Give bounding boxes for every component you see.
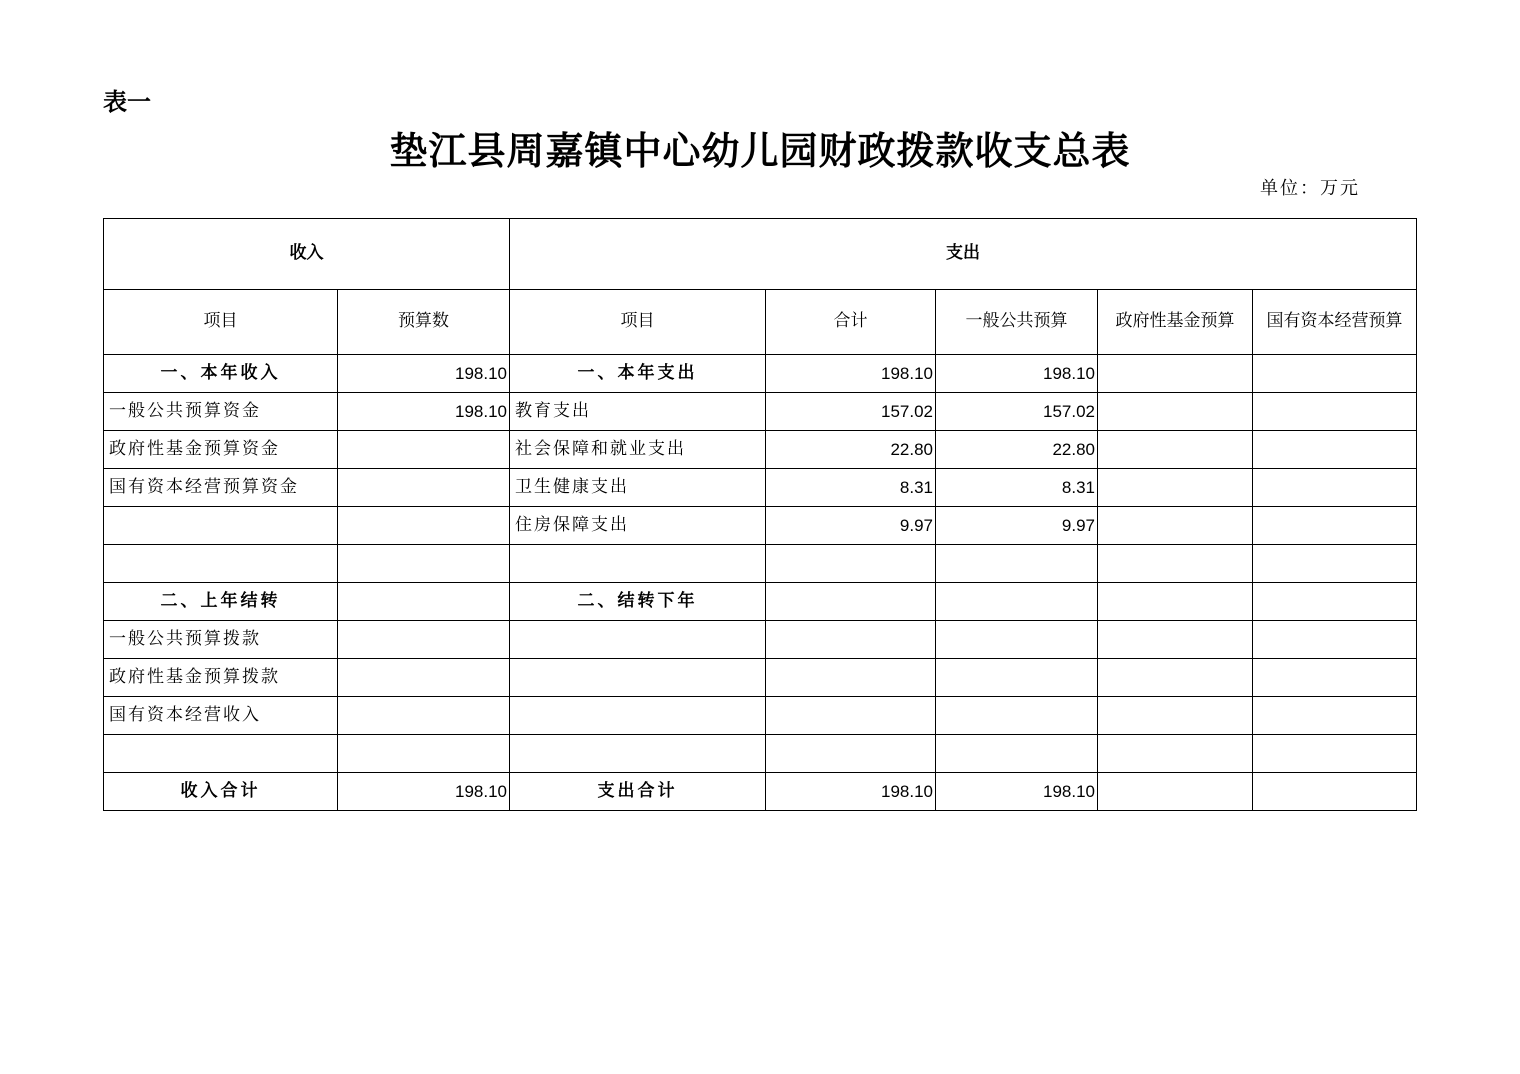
expense-item-cell: 教育支出 xyxy=(510,393,766,431)
income-budget-cell xyxy=(338,735,510,773)
gov-fund-cell xyxy=(1098,659,1253,697)
table-row xyxy=(104,355,1417,393)
gov-fund-total-value xyxy=(1098,773,1253,811)
income-budget-cell xyxy=(338,659,510,697)
gov-fund-cell xyxy=(1098,431,1253,469)
table-row xyxy=(104,469,1417,507)
table-row xyxy=(104,659,1417,697)
gov-fund-cell xyxy=(1098,621,1253,659)
general-budget-header: 一般公共预算 xyxy=(936,290,1098,355)
total-cell: 198.10 xyxy=(766,355,936,393)
income-budget-cell xyxy=(338,431,510,469)
state-capital-cell xyxy=(1253,469,1417,507)
expense-item-cell: 一、本年支出 xyxy=(510,355,766,393)
table-row xyxy=(104,583,1417,621)
general-budget-cell xyxy=(936,545,1098,583)
total-cell xyxy=(766,697,936,735)
expense-item-cell: 住房保障支出 xyxy=(510,507,766,545)
general-budget-cell xyxy=(936,659,1098,697)
table-label: 表一 xyxy=(103,88,151,116)
state-capital-cell xyxy=(1253,545,1417,583)
income-budget-cell xyxy=(338,507,510,545)
total-cell xyxy=(766,545,936,583)
income-item-cell: 国有资本经营收入 xyxy=(104,697,338,735)
total-header: 合计 xyxy=(766,290,936,355)
income-total-value: 198.10 xyxy=(338,773,510,811)
gov-fund-cell xyxy=(1098,393,1253,431)
general-budget-cell: 157.02 xyxy=(936,393,1098,431)
income-total-label: 收入合计 xyxy=(104,773,338,811)
general-budget-cell xyxy=(936,583,1098,621)
income-header: 收入 xyxy=(104,219,510,290)
state-capital-cell xyxy=(1253,507,1417,545)
general-budget-cell: 22.80 xyxy=(936,431,1098,469)
gov-fund-cell xyxy=(1098,697,1253,735)
general-budget-cell: 9.97 xyxy=(936,507,1098,545)
state-capital-budget-header: 国有资本经营预算 xyxy=(1253,290,1417,355)
table-row-total xyxy=(104,773,1417,811)
gov-fund-cell xyxy=(1098,355,1253,393)
income-item-cell: 一般公共预算拨款 xyxy=(104,621,338,659)
state-capital-total-value xyxy=(1253,773,1417,811)
income-item-cell: 国有资本经营预算资金 xyxy=(104,469,338,507)
state-capital-cell xyxy=(1253,431,1417,469)
header-row-top xyxy=(104,219,1417,290)
table-row xyxy=(104,735,1417,773)
state-capital-cell xyxy=(1253,659,1417,697)
general-budget-cell xyxy=(936,621,1098,659)
page-title: 垫江县周嘉镇中心幼儿园财政拨款收支总表 xyxy=(389,128,1131,173)
general-budget-cell: 8.31 xyxy=(936,469,1098,507)
expense-item-header: 项目 xyxy=(510,290,766,355)
expense-item-cell xyxy=(510,735,766,773)
total-cell xyxy=(766,583,936,621)
expense-header: 支出 xyxy=(510,219,1417,290)
gov-fund-cell xyxy=(1098,735,1253,773)
total-cell: 22.80 xyxy=(766,431,936,469)
total-cell: 9.97 xyxy=(766,507,936,545)
expense-item-cell: 社会保障和就业支出 xyxy=(510,431,766,469)
state-capital-cell xyxy=(1253,735,1417,773)
expense-total-label: 支出合计 xyxy=(510,773,766,811)
income-budget-cell: 198.10 xyxy=(338,355,510,393)
income-item-cell xyxy=(104,545,338,583)
income-item-cell: 政府性基金预算拨款 xyxy=(104,659,338,697)
expense-item-cell xyxy=(510,697,766,735)
total-cell xyxy=(766,659,936,697)
table-row xyxy=(104,545,1417,583)
expense-total-value: 198.10 xyxy=(766,773,936,811)
expense-item-cell: 卫生健康支出 xyxy=(510,469,766,507)
income-item-cell: 政府性基金预算资金 xyxy=(104,431,338,469)
income-budget-header: 预算数 xyxy=(338,290,510,355)
gov-fund-cell xyxy=(1098,469,1253,507)
budget-table xyxy=(103,218,1417,811)
unit-label: 单位：万元 xyxy=(1260,178,1360,199)
income-budget-cell xyxy=(338,697,510,735)
income-budget-cell xyxy=(338,583,510,621)
income-item-cell: 二、上年结转 xyxy=(104,583,338,621)
expense-item-cell xyxy=(510,545,766,583)
gov-fund-cell xyxy=(1098,583,1253,621)
table-row xyxy=(104,507,1417,545)
expense-item-cell xyxy=(510,659,766,697)
income-item-cell xyxy=(104,735,338,773)
expense-item-cell: 二、结转下年 xyxy=(510,583,766,621)
table-row xyxy=(104,621,1417,659)
table-row xyxy=(104,393,1417,431)
income-item-cell xyxy=(104,507,338,545)
income-budget-cell: 198.10 xyxy=(338,393,510,431)
income-budget-cell xyxy=(338,621,510,659)
header-row-columns xyxy=(104,290,1417,355)
state-capital-cell xyxy=(1253,583,1417,621)
state-capital-cell xyxy=(1253,355,1417,393)
general-budget-total-value: 198.10 xyxy=(936,773,1098,811)
gov-fund-budget-header: 政府性基金预算 xyxy=(1098,290,1253,355)
state-capital-cell xyxy=(1253,393,1417,431)
table-row xyxy=(104,431,1417,469)
state-capital-cell xyxy=(1253,697,1417,735)
income-budget-cell xyxy=(338,545,510,583)
income-item-cell: 一般公共预算资金 xyxy=(104,393,338,431)
general-budget-cell: 198.10 xyxy=(936,355,1098,393)
table-row xyxy=(104,697,1417,735)
gov-fund-cell xyxy=(1098,545,1253,583)
general-budget-cell xyxy=(936,697,1098,735)
total-cell: 157.02 xyxy=(766,393,936,431)
gov-fund-cell xyxy=(1098,507,1253,545)
total-cell xyxy=(766,621,936,659)
total-cell: 8.31 xyxy=(766,469,936,507)
income-budget-cell xyxy=(338,469,510,507)
state-capital-cell xyxy=(1253,621,1417,659)
general-budget-cell xyxy=(936,735,1098,773)
total-cell xyxy=(766,735,936,773)
expense-item-cell xyxy=(510,621,766,659)
income-item-cell: 一、本年收入 xyxy=(104,355,338,393)
income-item-header: 项目 xyxy=(104,290,338,355)
